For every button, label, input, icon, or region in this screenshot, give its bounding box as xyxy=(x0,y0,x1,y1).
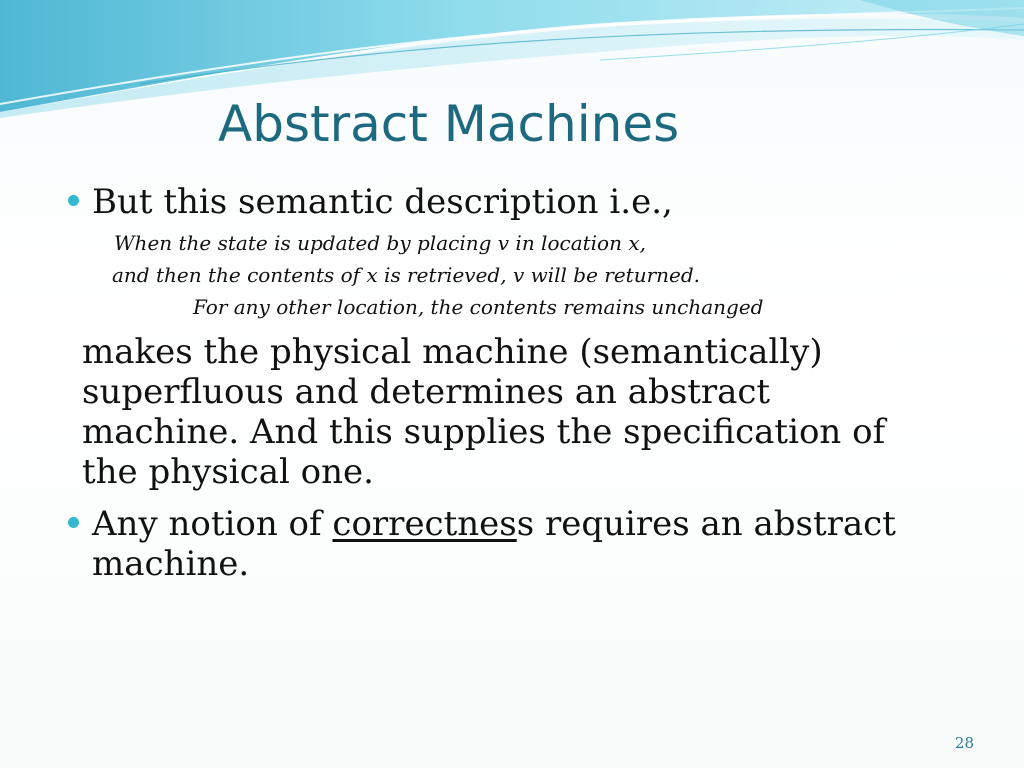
quote-line-3: For any other location, the contents remains unchanged xyxy=(193,295,764,319)
underlined-correctness: correctnes xyxy=(332,504,517,544)
bullet-2-suffix: s requires an abstract xyxy=(516,504,896,544)
bullet-2-line-2: machine. xyxy=(92,544,250,584)
continuation-line-4: the physical one. xyxy=(82,452,374,492)
bullet-1-intro: But this semantic description i.e., xyxy=(92,182,673,222)
slide-number: 28 xyxy=(954,734,974,752)
slide-title: Abstract Machines xyxy=(218,95,680,153)
bullet-dot-1 xyxy=(68,195,79,206)
continuation-line-3: machine. And this supplies the specification of xyxy=(82,412,886,452)
bullet-2-prefix: Any notion of xyxy=(92,504,333,544)
bullet-dot-2 xyxy=(68,517,79,528)
continuation-line-2: superfluous and determines an abstract xyxy=(82,372,771,412)
bullet-2-line-1 xyxy=(92,504,896,544)
continuation-line-1: makes the physical machine (semantically) xyxy=(82,332,823,372)
quote-line-2: and then the contents of x is retrieved, v will be returned. xyxy=(112,263,701,287)
quote-line-1: When the state is updated by placing v in location x, xyxy=(114,231,646,255)
